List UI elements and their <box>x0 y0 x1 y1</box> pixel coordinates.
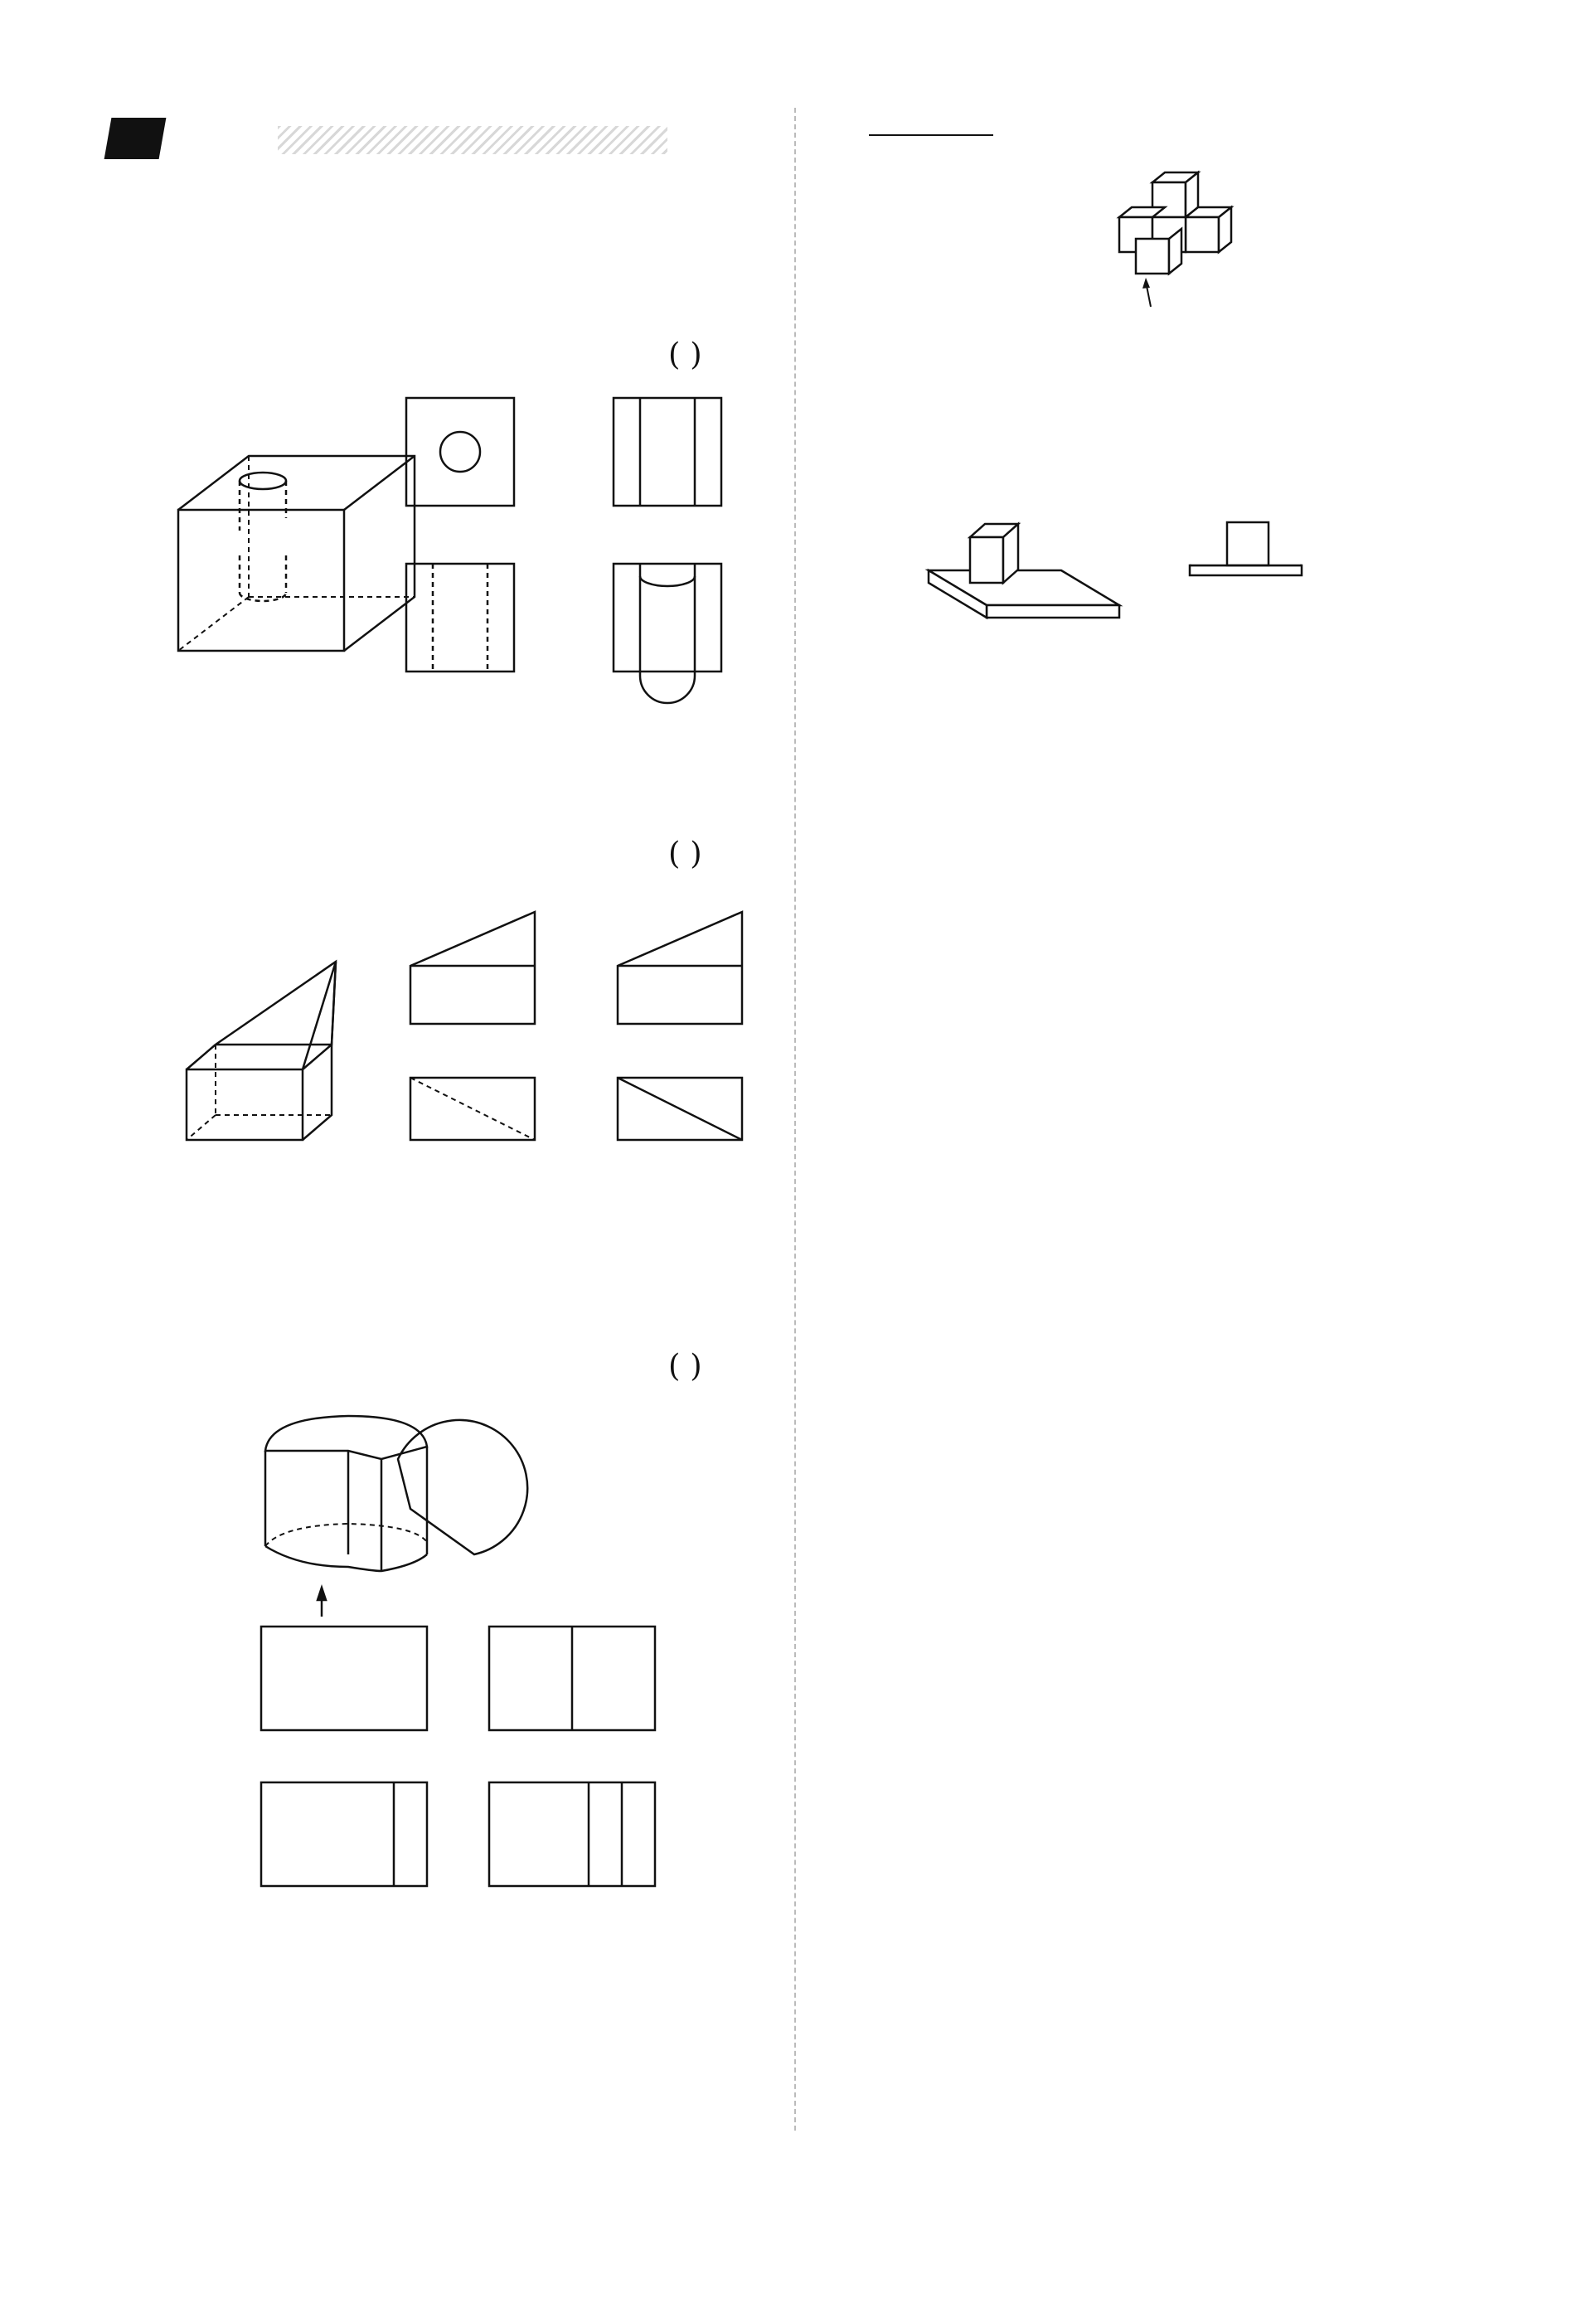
header-stripe <box>278 126 667 154</box>
q11-option-a <box>261 1627 427 1730</box>
q13-figure <box>920 497 1484 663</box>
q10-answer-paren: ( ) <box>668 836 702 871</box>
q10-option-a <box>410 912 535 1024</box>
q11-figure <box>249 1401 680 1898</box>
cube-front <box>178 510 344 651</box>
section-badge <box>104 118 167 159</box>
q10-figure <box>178 895 750 1144</box>
q12-figure <box>1094 166 1260 315</box>
q10-option-b <box>618 912 742 1024</box>
q9-option-d <box>614 564 721 672</box>
q9-answer-paren: ( ) <box>668 337 702 372</box>
q11-option-d <box>489 1782 655 1886</box>
q9-option-c <box>406 564 514 672</box>
column-divider <box>794 108 796 2131</box>
q9-option-b <box>614 398 721 506</box>
q9-option-a <box>406 398 514 506</box>
q12-cont <box>869 106 993 141</box>
q12-answer-blank <box>869 106 993 136</box>
cube-back <box>178 456 415 651</box>
q11-answer-paren: ( ) <box>668 1348 702 1384</box>
q11-option-c <box>261 1782 427 1886</box>
q9-figure <box>166 390 763 738</box>
section-b-header <box>108 116 771 162</box>
